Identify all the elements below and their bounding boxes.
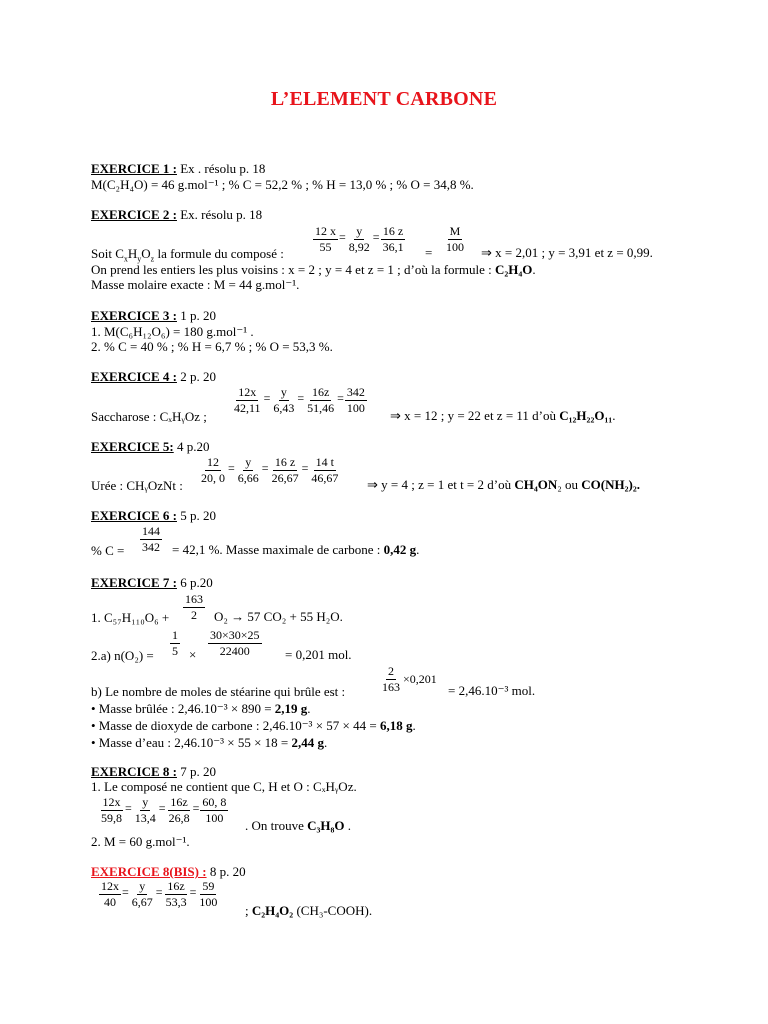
exercise-7-header: EXERCICE 7 : 6 p.20 (91, 575, 213, 590)
exercise-7-oxygen-result: = 0,201 mol. (285, 647, 352, 662)
exercise-5-result: ⇒ y = 4 ; z = 1 et t = 2 d’où CH₄ON₂ ou CO(NH₂)₂. (367, 477, 640, 492)
page-title: L’ELEMENT CARBONE (270, 88, 498, 110)
exercise-1-result: M(C₂H₄O) = 46 g.mol⁻¹ ; % C = 52,2 % ; % H = 13,0 % ; % O = 34,8 %. (91, 177, 474, 192)
exercise-4-result: ⇒ x = 12 ; y = 22 et z = 11 d’où C₁₂H₂₂O₁₁. (390, 408, 616, 423)
exercise-7-bullet-2: • Masse de dioxyde de carbone : 2,46.10⁻³ × 57 × 44 = 6,18 g. (91, 718, 416, 733)
exercise-6-fraction: 144 342 (142, 524, 160, 554)
exercise-8-line-2: 2. M = 60 g.mol⁻¹. (91, 834, 190, 849)
exercise-4-label: Saccharose : CₓHᵧOz ; (91, 409, 207, 424)
exercise-5-proportion: $\frac{12}{20, 0}$ = $\frac{y}{6,66}$ = $\frac{16 z}{26,67}$ = $\frac{14 t}{46,67}$ (201, 455, 339, 485)
exercise-7-bullet-3: • Masse d’eau : 2,46.10⁻³ × 55 × 18 = 2,44 g. (91, 735, 328, 750)
exercise-7-fraction-fifth: 1 5 (172, 628, 178, 658)
exercise-7-times: × (189, 647, 197, 662)
exercise-8bis-header: EXERCICE 8(BIS) : 8 p. 20 (91, 864, 246, 879)
exercise-2-result: ⇒ x = 2,01 ; y = 3,91 et z = 0,99. (481, 245, 653, 260)
exercise-2-header: EXERCICE 2 : Ex. résolu p. 18 (91, 207, 263, 222)
exercise-8-line-1: 1. Le composé ne contient que C, H et O : CₓHᵧOz. (91, 779, 357, 794)
exercise-7-fraction-volume: 30×30×25 22400 (210, 628, 260, 658)
exercise-6-lead: % C = (91, 543, 125, 558)
exercise-8bis-result: ; C₂H₄O₂ (CH₃-COOH). (245, 903, 373, 918)
exercise-5-header: EXERCICE 5: 4 p.20 (91, 439, 210, 454)
exercise-7-fraction-oxygen: 163 2 (185, 592, 203, 622)
exercise-2-molar-fraction: M 100 (446, 224, 464, 254)
exercise-8-proportion: $\frac{12x}{59,8}$ = $\frac{y}{13,4}$ = $\frac{16z}{26,8}$ = $\frac{60, 8}{100}$ (101, 795, 227, 825)
exercise-3-line-1: 1. M(C₆H₁₂O₆) = 180 g.mol⁻¹ . (91, 324, 254, 339)
exercise-4-header: EXERCICE 4 : 2 p. 20 (91, 369, 216, 384)
exercise-8-finding: . On trouve C₃H₈O . (245, 818, 352, 833)
exercise-6-header: EXERCICE 6 : 5 p. 20 (91, 508, 216, 523)
exercise-2-equals: = (425, 245, 433, 260)
exercise-6-result: = 42,1 %. Masse maximale de carbone : 0,42 g. (172, 542, 420, 557)
exercise-1-header: EXERCICE 1 : Ex . résolu p. 18 (91, 161, 266, 176)
exercise-7-fraction-stearine: $\frac{2}{163}$ ×0,201 (382, 664, 437, 694)
exercise-3-header: EXERCICE 3 : 1 p. 20 (91, 308, 216, 323)
exercise-2-line-3: Masse molaire exacte : M = 44 g.mol⁻¹. (91, 277, 300, 292)
exercise-7-stearine-line: b) Le nombre de moles de stéarine qui brûle est : (91, 684, 346, 699)
exercise-8-header: EXERCICE 8 : 7 p. 20 (91, 764, 216, 779)
exercise-7-oxygen-moles: 2.a) n(O₂) = (91, 648, 154, 663)
exercise-7-equation: 1. C₅₇H₁₁₀O₆ + (91, 610, 170, 625)
exercise-7-bullet-1: • Masse brûlée : 2,46.10⁻³ × 890 = 2,19 g. (91, 701, 311, 716)
exercise-4-proportion: $\frac{12x}{42,11}$ = $\frac{y}{6,43}$ = $\frac{16z}{51,46}$ = $\frac{342}{100}$ (234, 385, 365, 415)
exercise-2-line-1: Soit $C_xH_yO_z$ la formule du composé : (91, 246, 284, 264)
exercise-3-line-2: 2. % C = 40 % ; % H = 6,7 % ; % O = 53,3 %. (91, 339, 333, 354)
exercise-8bis-proportion: $\frac{12x}{40}$ = $\frac{y}{6,67}$ = $\frac{16z}{53,3}$ = $\frac{59}{100}$ (101, 879, 218, 909)
exercise-7-equation-products: O₂ → 57 CO₂ + 55 H₂O. (214, 609, 343, 624)
exercise-5-label: Urée : CHᵧOzNt : (91, 478, 183, 493)
exercise-2-proportion: $\frac{12 x}{55}$ = $\frac{y}{8,92}$ = $\frac{16 z}{36,1}$ (315, 224, 404, 254)
exercise-7-stearine-result: = 2,46.10⁻³ mol. (448, 683, 536, 698)
exercise-2-line-2: On prend les entiers les plus voisins : x = 2 ; y = 4 et z = 1 ; d’où la formule : C₂H₄O. (91, 262, 536, 277)
